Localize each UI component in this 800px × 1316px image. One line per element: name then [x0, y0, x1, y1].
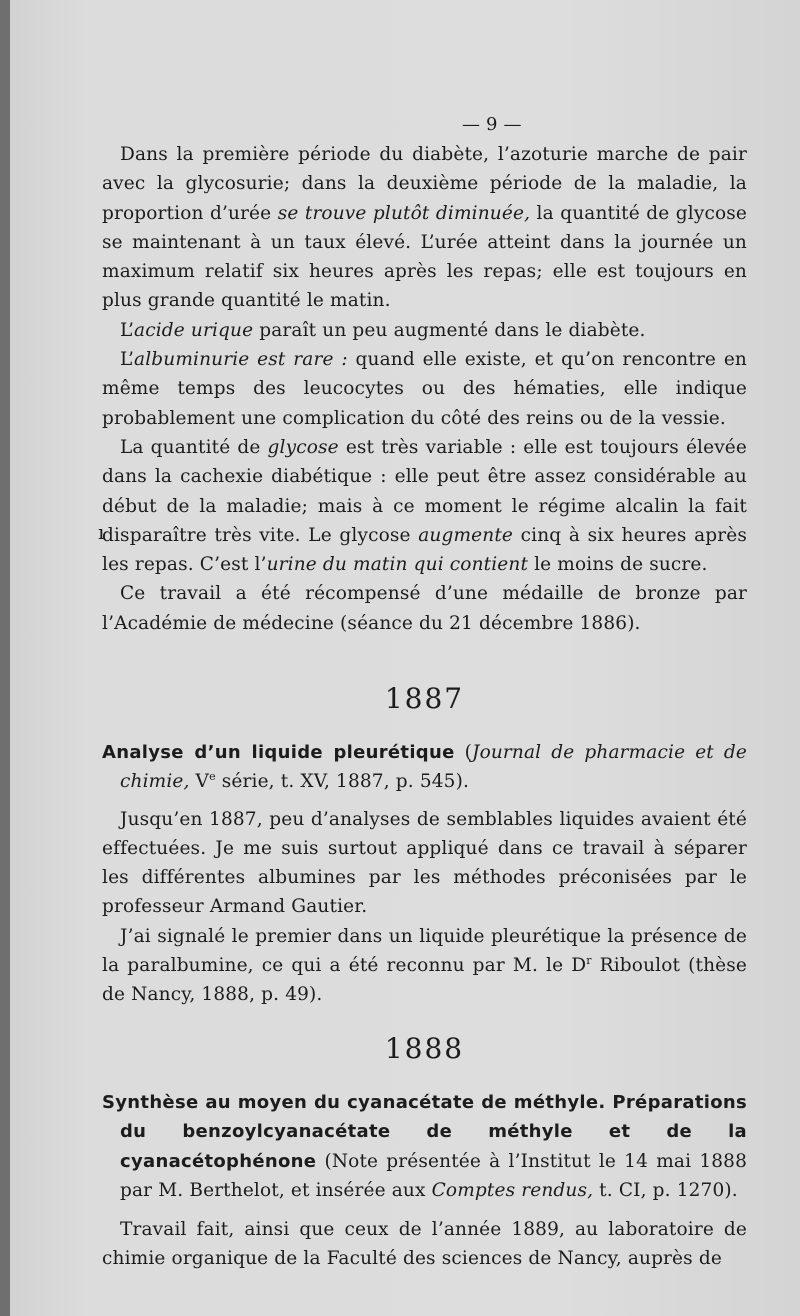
entry-title: Analyse d’un liquide pleurétique — [102, 742, 455, 763]
paragraph: Ce travail a été récompensé d’une médaille de bronze par l’Académie de médecine (séance du 21 décembre 1886). — [102, 583, 747, 634]
paragraph: La quantité de glycose est très variable : elle est toujours élevée dans la cachexie diabétique : elle peut être assez considérable au début de la maladie; mais à ce moment le régime alcalin la fait disparaître très vite. Le glycose augmente cinq à six heures après les repas. C’est l’urine du matin qui contient le moins de sucre. — [102, 436, 748, 576]
section-diabete — [102, 140, 747, 638]
year-heading-1887: 1887 — [384, 682, 465, 715]
section-1888 — [102, 1088, 747, 1274]
paragraph: L’acide urique paraît un peu augmenté dans le diabète. — [120, 319, 646, 341]
page-number: — 9 — — [462, 114, 522, 135]
paragraph: J’ai signalé le premier dans un liquide pleurétique la présence de la paralbumine, ce qui a été reconnu par M. le $D^r$ Riboulot (thèse de Nancy, 1888, p. 49). — [102, 925, 747, 1006]
margin-mark: ı — [98, 520, 105, 544]
entry-heading: Analyse d’un liquide pleurétique (Journal de pharmacie et de chimie, Ve série, t. XV, 1887, p. 545). — [102, 742, 747, 793]
paragraph: L’albuminurie est rare : quand elle existe, et qu’on rencontre en même temps des leucocytes ou des hématies, elle indique probablement une complication du côté des reins ou de la vessie. — [102, 349, 747, 429]
entry-heading: Synthèse au moyen du cyanacétate de méthyle. Préparations du benzoylcyanacétate de méthyle et de la cyanacétophénone (Note présentée à l’Institut le 14 mai 1888 par M. Berthelot, et insérée aux Comptes rendus, t. CI, p. 1270). — [102, 1092, 747, 1201]
paragraph: Travail fait, ainsi que ceux de l’année 1889, au laboratoire de chimie organique de la Faculté des sciences de Nancy, auprès de — [102, 1219, 747, 1270]
entry-title: Synthèse au moyen du cyanacétate de méthyle. Préparations du benzoylcyanacétate de méthyle et de la cyanacétophénone — [102, 1092, 747, 1172]
section-1887 — [102, 738, 747, 1010]
paragraph: Jusqu’en 1887, peu d’analyses de semblables liquides avaient été effectuées. Je me suis surtout appliqué dans ce travail à séparer les différentes albumines par les méthodes préconisées par le professeur Armand Gautier. — [102, 808, 747, 918]
year-heading-1888: 1888 — [384, 1032, 465, 1065]
paragraph: Dans la première période du diabète, l’azoturie marche de pair avec la glycosurie; dans la deuxième période de la maladie, la proportion d’urée se trouve plutôt diminuée, la quantité de glycose se maintenant à un taux élevé. L’urée atteint dans la journée un maximum relatif six heures après les repas; elle est toujours en plus grande quantité le matin. — [102, 144, 747, 312]
document-page — [10, 0, 800, 1316]
